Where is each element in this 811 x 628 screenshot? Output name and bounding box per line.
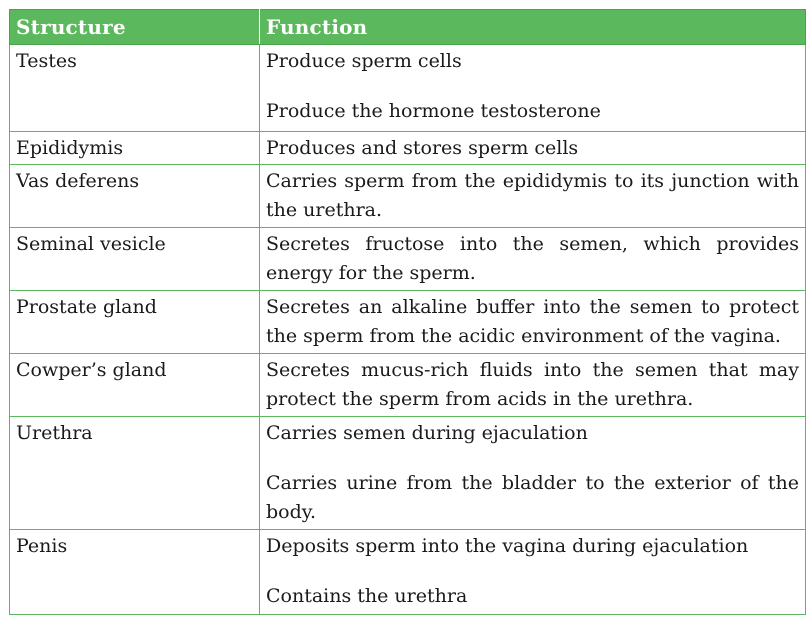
function-text: Deposits sperm into the vagina during ejaculation (266, 535, 749, 557)
structure-cell: Urethra (10, 417, 260, 530)
table-row (10, 165, 806, 228)
function-text: Produce sperm cells (266, 50, 462, 72)
table-row (10, 291, 806, 354)
header-row (10, 10, 806, 45)
table-row (10, 417, 806, 530)
function-cell (260, 417, 806, 530)
table-header (10, 10, 806, 45)
function-text: Produces and stores sperm cells (266, 137, 579, 159)
structure-cell: Penis (10, 530, 260, 615)
structure-cell: Seminal vesicle (10, 228, 260, 291)
function-text: Produce the hormone testosterone (266, 100, 601, 122)
function-cell (260, 132, 806, 165)
function-cell (260, 530, 806, 615)
function-text: Carries urine from the bladder to the exterior of the body. (266, 472, 799, 523)
function-cell (260, 354, 806, 417)
function-cell (260, 291, 806, 354)
function-text: Carries sperm from the epididymis to its junction with the urethra. (266, 170, 799, 221)
function-text: Secretes mucus-rich fluids into the semen that may protect the sperm from acids in the urethra. (266, 359, 799, 410)
table-body (10, 45, 806, 615)
header-function: Function (260, 10, 806, 45)
table-row (10, 132, 806, 165)
function-cell (260, 45, 806, 132)
structure-cell: Prostate gland (10, 291, 260, 354)
structure-cell: Epididymis (10, 132, 260, 165)
function-cell (260, 165, 806, 228)
function-cell (260, 228, 806, 291)
structure-cell: Testes (10, 45, 260, 132)
function-text: Secretes fructose into the semen, which provides energy for the sperm. (266, 233, 799, 284)
structure-cell: Cowper’s gland (10, 354, 260, 417)
structure-function-table (9, 9, 806, 615)
function-text: Secretes an alkaline buffer into the semen to protect the sperm from the acidic environment of the vagina. (266, 296, 799, 347)
structure-cell: Vas deferens (10, 165, 260, 228)
header-structure: Structure (10, 10, 260, 45)
table-row (10, 354, 806, 417)
function-text: Contains the urethra (266, 585, 468, 607)
table-row (10, 228, 806, 291)
table-row (10, 45, 806, 132)
table-row (10, 530, 806, 615)
function-text: Carries semen during ejaculation (266, 422, 588, 444)
